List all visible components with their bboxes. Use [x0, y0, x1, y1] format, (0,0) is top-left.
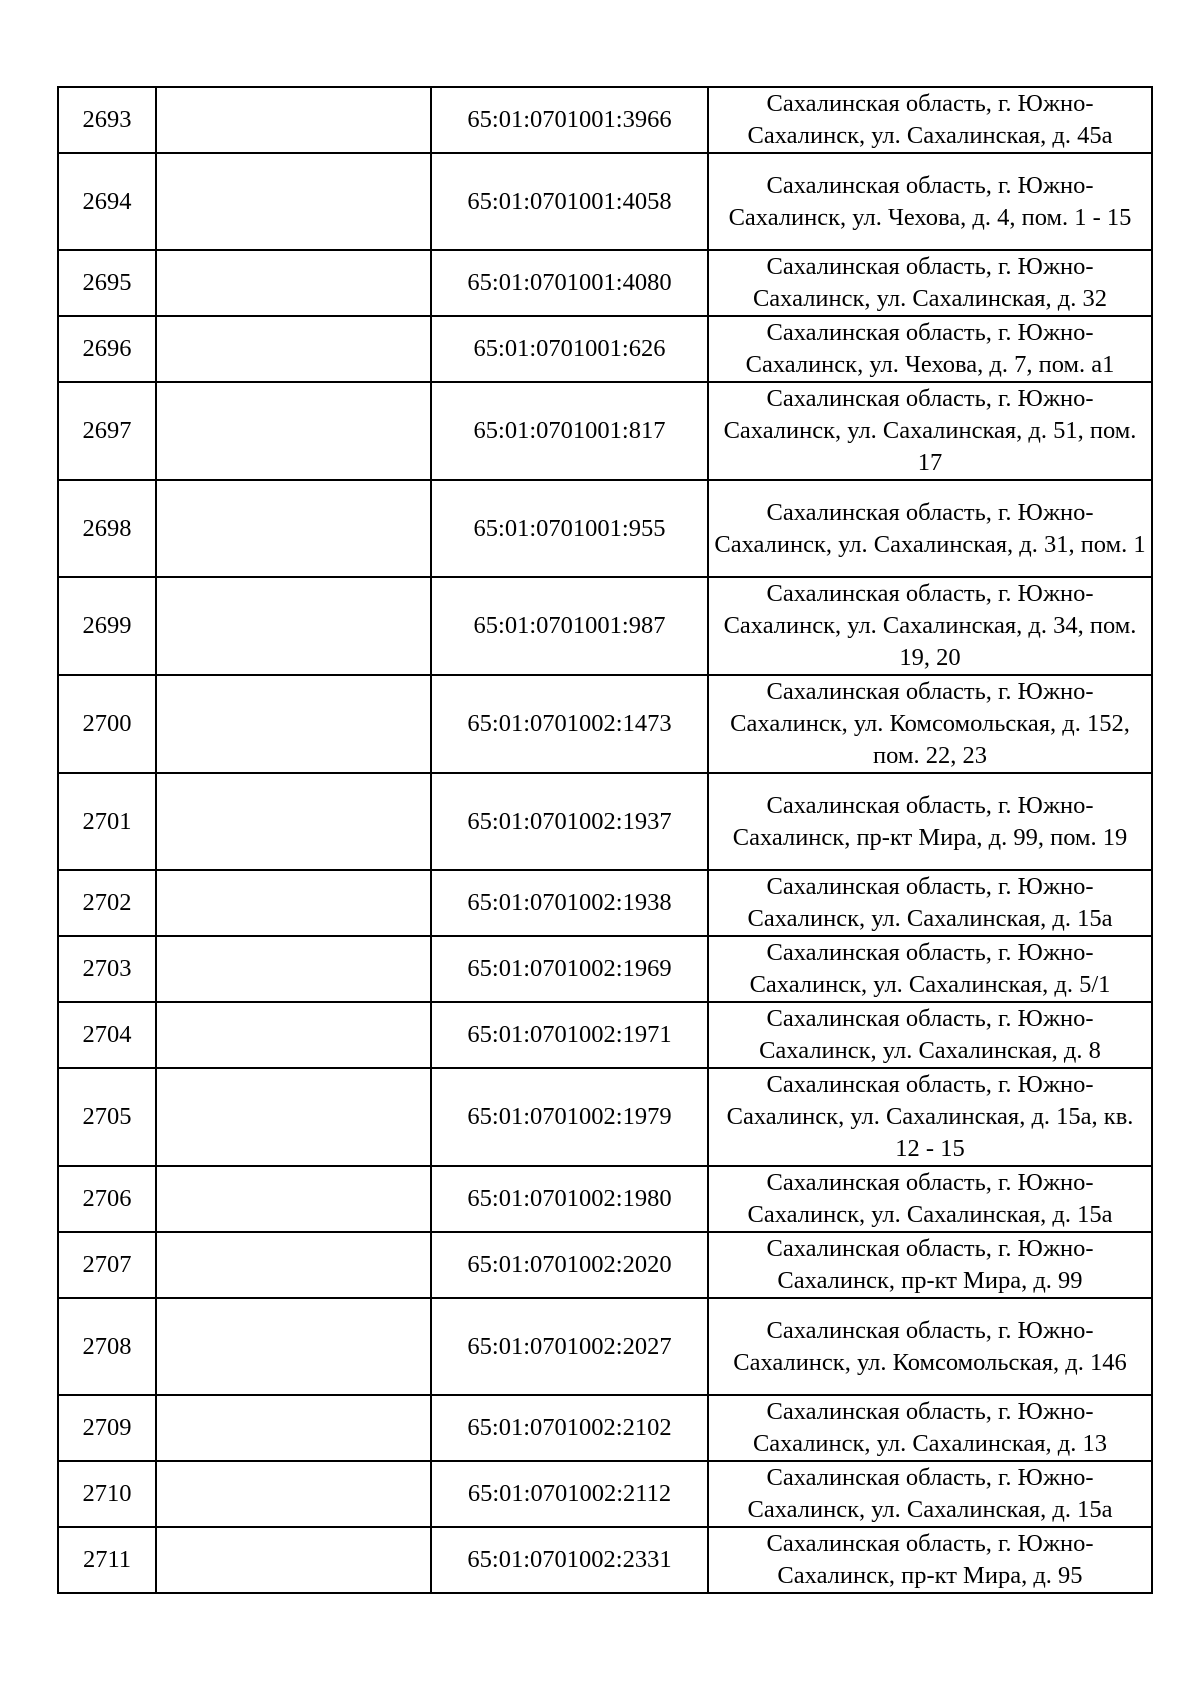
row-name	[156, 1298, 431, 1395]
cadastral-number: 65:01:0701001:3966	[431, 87, 708, 153]
row-name	[156, 382, 431, 480]
address: Сахалинская область, г. Южно-Сахалинск, ул. Сахалинская, д. 51, пом. 17	[708, 382, 1152, 480]
row-number: 2710	[58, 1461, 156, 1527]
row-number: 2699	[58, 577, 156, 675]
address: Сахалинская область, г. Южно-Сахалинск, ул. Сахалинская, д. 15а	[708, 1461, 1152, 1527]
table-row	[58, 480, 1152, 577]
cadastral-number: 65:01:0701001:987	[431, 577, 708, 675]
row-number: 2697	[58, 382, 156, 480]
address: Сахалинская область, г. Южно-Сахалинск, ул. Чехова, д. 7, пом. а1	[708, 316, 1152, 382]
cadastral-number: 65:01:0701002:2027	[431, 1298, 708, 1395]
cadastral-number: 65:01:0701001:955	[431, 480, 708, 577]
row-name	[156, 675, 431, 773]
row-number: 2696	[58, 316, 156, 382]
row-number: 2698	[58, 480, 156, 577]
table-row	[58, 1395, 1152, 1461]
cadastral-number: 65:01:0701001:4080	[431, 250, 708, 316]
address: Сахалинская область, г. Южно-Сахалинск, ул. Сахалинская, д. 32	[708, 250, 1152, 316]
row-name	[156, 577, 431, 675]
row-number: 2708	[58, 1298, 156, 1395]
table-row	[58, 87, 1152, 153]
cadastral-number: 65:01:0701002:1979	[431, 1068, 708, 1166]
row-name	[156, 936, 431, 1002]
row-number: 2703	[58, 936, 156, 1002]
row-name	[156, 1527, 431, 1593]
row-name	[156, 1461, 431, 1527]
address: Сахалинская область, г. Южно-Сахалинск, ул. Сахалинская, д. 31, пом. 1	[708, 480, 1152, 577]
address: Сахалинская область, г. Южно-Сахалинск, пр-кт Мира, д. 95	[708, 1527, 1152, 1593]
row-name	[156, 1068, 431, 1166]
row-number: 2695	[58, 250, 156, 316]
address: Сахалинская область, г. Южно-Сахалинск, ул. Сахалинская, д. 15а, кв. 12 - 15	[708, 1068, 1152, 1166]
cadastral-number: 65:01:0701001:626	[431, 316, 708, 382]
cadastral-number: 65:01:0701002:2020	[431, 1232, 708, 1298]
row-name	[156, 87, 431, 153]
table-row	[58, 382, 1152, 480]
address: Сахалинская область, г. Южно-Сахалинск, ул. Комсомольская, д. 152, пом. 22, 23	[708, 675, 1152, 773]
cadastral-number: 65:01:0701002:1938	[431, 870, 708, 936]
row-name	[156, 250, 431, 316]
row-name	[156, 1166, 431, 1232]
row-name	[156, 480, 431, 577]
table-row	[58, 1166, 1152, 1232]
address: Сахалинская область, г. Южно-Сахалинск, ул. Сахалинская, д. 15а	[708, 1166, 1152, 1232]
cadastral-number: 65:01:0701002:1473	[431, 675, 708, 773]
table-row	[58, 577, 1152, 675]
table-row	[58, 1298, 1152, 1395]
cadastral-number: 65:01:0701001:817	[431, 382, 708, 480]
cadastral-number: 65:01:0701002:2331	[431, 1527, 708, 1593]
table-row	[58, 675, 1152, 773]
table-row	[58, 1461, 1152, 1527]
address: Сахалинская область, г. Южно-Сахалинск, пр-кт Мира, д. 99, пом. 19	[708, 773, 1152, 870]
row-number: 2709	[58, 1395, 156, 1461]
table-row	[58, 153, 1152, 250]
cadastral-number: 65:01:0701001:4058	[431, 153, 708, 250]
row-number: 2707	[58, 1232, 156, 1298]
row-number: 2702	[58, 870, 156, 936]
address: Сахалинская область, г. Южно-Сахалинск, ул. Сахалинская, д. 15а	[708, 870, 1152, 936]
row-number: 2701	[58, 773, 156, 870]
address: Сахалинская область, г. Южно-Сахалинск, ул. Сахалинская, д. 34, пом. 19, 20	[708, 577, 1152, 675]
row-name	[156, 1002, 431, 1068]
row-number: 2700	[58, 675, 156, 773]
address: Сахалинская область, г. Южно-Сахалинск, ул. Сахалинская, д. 13	[708, 1395, 1152, 1461]
row-number: 2693	[58, 87, 156, 153]
table-row	[58, 773, 1152, 870]
row-number: 2705	[58, 1068, 156, 1166]
registry-table-body	[58, 87, 1152, 1593]
cadastral-number: 65:01:0701002:2112	[431, 1461, 708, 1527]
row-number: 2706	[58, 1166, 156, 1232]
table-row	[58, 1527, 1152, 1593]
cadastral-number: 65:01:0701002:1937	[431, 773, 708, 870]
table-row	[58, 870, 1152, 936]
table-row	[58, 250, 1152, 316]
row-name	[156, 870, 431, 936]
row-name	[156, 1395, 431, 1461]
address: Сахалинская область, г. Южно-Сахалинск, ул. Сахалинская, д. 45а	[708, 87, 1152, 153]
table-row	[58, 1068, 1152, 1166]
address: Сахалинская область, г. Южно-Сахалинск, ул. Чехова, д. 4, пом. 1 - 15	[708, 153, 1152, 250]
address: Сахалинская область, г. Южно-Сахалинск, пр-кт Мира, д. 99	[708, 1232, 1152, 1298]
row-number: 2711	[58, 1527, 156, 1593]
cadastral-number: 65:01:0701002:1980	[431, 1166, 708, 1232]
row-number: 2704	[58, 1002, 156, 1068]
address: Сахалинская область, г. Южно-Сахалинск, ул. Комсомольская, д. 146	[708, 1298, 1152, 1395]
cadastral-number: 65:01:0701002:1971	[431, 1002, 708, 1068]
row-name	[156, 316, 431, 382]
registry-table	[57, 86, 1153, 1594]
address: Сахалинская область, г. Южно-Сахалинск, ул. Сахалинская, д. 8	[708, 1002, 1152, 1068]
table-row	[58, 316, 1152, 382]
row-name	[156, 153, 431, 250]
table-row	[58, 1232, 1152, 1298]
row-name	[156, 1232, 431, 1298]
cadastral-number: 65:01:0701002:2102	[431, 1395, 708, 1461]
table-row	[58, 936, 1152, 1002]
table-row	[58, 1002, 1152, 1068]
row-number: 2694	[58, 153, 156, 250]
cadastral-number: 65:01:0701002:1969	[431, 936, 708, 1002]
address: Сахалинская область, г. Южно-Сахалинск, ул. Сахалинская, д. 5/1	[708, 936, 1152, 1002]
row-name	[156, 773, 431, 870]
